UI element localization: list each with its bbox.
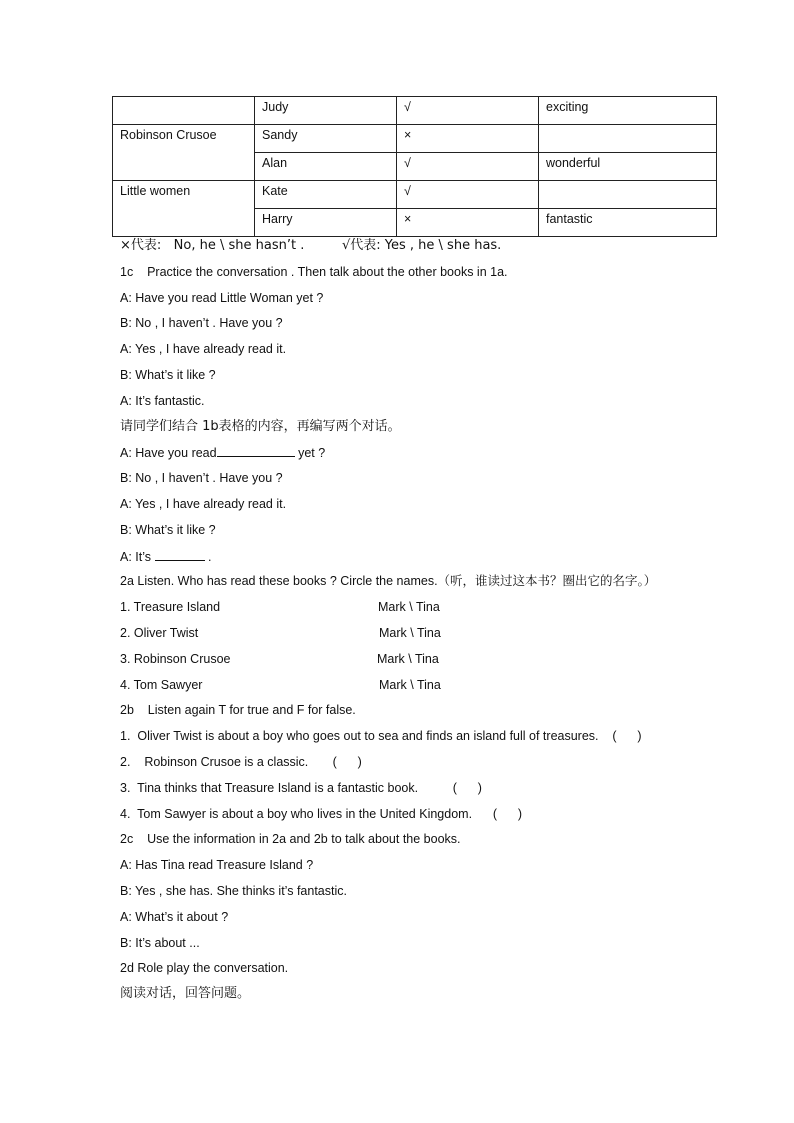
list-item xyxy=(120,597,740,623)
book-title: 3. Robinson Crusoe xyxy=(120,651,231,666)
dialogue-line: A: What’s it about ? xyxy=(120,909,229,924)
dialogue-line: A: It’s fantastic. xyxy=(120,393,205,408)
table-row xyxy=(113,97,717,125)
table-row xyxy=(113,181,717,209)
dialogue-text: A: Have you read xyxy=(120,446,217,461)
book-opinion-table xyxy=(112,96,717,237)
section-2d-heading: 2d Role play the conversation. xyxy=(120,961,289,976)
student-name-cell: Alan xyxy=(255,153,397,181)
student-name-cell: Sandy xyxy=(255,125,397,153)
opinion-cell: wonderful xyxy=(539,153,717,181)
read-mark-cell: × xyxy=(397,125,539,153)
true-false-item: 2. Robinson Crusoe is a classic. ( ) xyxy=(120,754,362,769)
reading-instruction: 阅读对话，回答问题。 xyxy=(120,986,251,1002)
section-1c-heading: 1c Practice the conversation . Then talk about the other books in 1a. xyxy=(120,264,508,279)
list-item xyxy=(120,675,740,701)
student-name-cell: Harry xyxy=(255,209,397,237)
book-answer-blank[interactable] xyxy=(217,442,295,457)
section-2c-heading: 2c Use the information in 2a and 2b to talk about the books. xyxy=(120,832,461,847)
dialogue-line: B: What’s it like ? xyxy=(120,522,216,537)
worksheet-content xyxy=(120,236,740,1010)
dialogue-text: yet ? xyxy=(294,446,326,461)
legend-line xyxy=(120,236,740,262)
practice-instruction: 请同学们结合 1b表格的内容，再编写两个对话。 xyxy=(120,418,401,434)
dialogue-line: A: Have you read Little Woman yet ? xyxy=(120,290,324,305)
opinion-cell xyxy=(539,181,717,209)
section-2b-heading: 2b Listen again T for true and F for false. xyxy=(120,703,356,718)
dialogue-line xyxy=(120,442,740,468)
book-cell: Robinson Crusoe xyxy=(113,125,255,181)
true-false-item: 4. Tom Sawyer is about a boy who lives in the United Kingdom. ( ) xyxy=(120,806,523,821)
dialogue-line: A: Yes , I have already read it. xyxy=(120,496,287,511)
name-choice[interactable]: Mark \ Tina xyxy=(377,651,439,666)
section-2a-heading: 2a Listen. Who has read these books ? Circle the names.（听，谁读过这本书？圈出它的名字。） xyxy=(120,574,657,589)
student-name-cell: Kate xyxy=(255,181,397,209)
read-mark-cell: √ xyxy=(397,153,539,181)
legend-check: √代表: Yes , he \ she has. xyxy=(342,238,502,253)
dialogue-line: B: It’s about ... xyxy=(120,935,200,950)
true-false-item: 3. Tina thinks that Treasure Island is a fantastic book. ( ) xyxy=(120,780,482,795)
book-title: 1. Treasure Island xyxy=(120,600,221,615)
read-mark-cell: √ xyxy=(397,181,539,209)
legend-cross: ×代表: No, he \ she hasn’t . xyxy=(120,238,305,253)
opinion-cell xyxy=(539,125,717,153)
dialogue-text: . xyxy=(204,549,212,564)
read-mark-cell: √ xyxy=(397,97,539,125)
name-choice[interactable]: Mark \ Tina xyxy=(379,677,441,692)
student-name-cell: Judy xyxy=(255,97,397,125)
book-title: 2. Oliver Twist xyxy=(120,625,199,640)
opinion-cell: exciting xyxy=(539,97,717,125)
dialogue-line: B: What’s it like ? xyxy=(120,367,216,382)
read-mark-cell: × xyxy=(397,209,539,237)
opinion-cell: fantastic xyxy=(539,209,717,237)
dialogue-line: B: No , I haven’t . Have you ? xyxy=(120,316,283,331)
dialogue-line: B: No , I haven’t . Have you ? xyxy=(120,471,283,486)
book-title: 4. Tom Sawyer xyxy=(120,677,203,692)
name-choice[interactable]: Mark \ Tina xyxy=(378,600,440,615)
dialogue-line: B: Yes , she has. She thinks it’s fantastic. xyxy=(120,883,347,898)
dialogue-text: A: It’s xyxy=(120,549,155,564)
name-choice[interactable]: Mark \ Tina xyxy=(379,625,441,640)
dialogue-line xyxy=(120,546,740,572)
table-row xyxy=(113,125,717,153)
dialogue-line: A: Yes , I have already read it. xyxy=(120,342,287,357)
list-item xyxy=(120,623,740,649)
opinion-answer-blank[interactable] xyxy=(155,546,205,561)
book-cell xyxy=(113,97,255,125)
book-cell: Little women xyxy=(113,181,255,237)
dialogue-line: A: Has Tina read Treasure Island ? xyxy=(120,858,314,873)
true-false-item: 1. Oliver Twist is about a boy who goes out to sea and finds an island full of treasures. ( ) xyxy=(120,729,642,744)
list-item xyxy=(120,649,740,675)
